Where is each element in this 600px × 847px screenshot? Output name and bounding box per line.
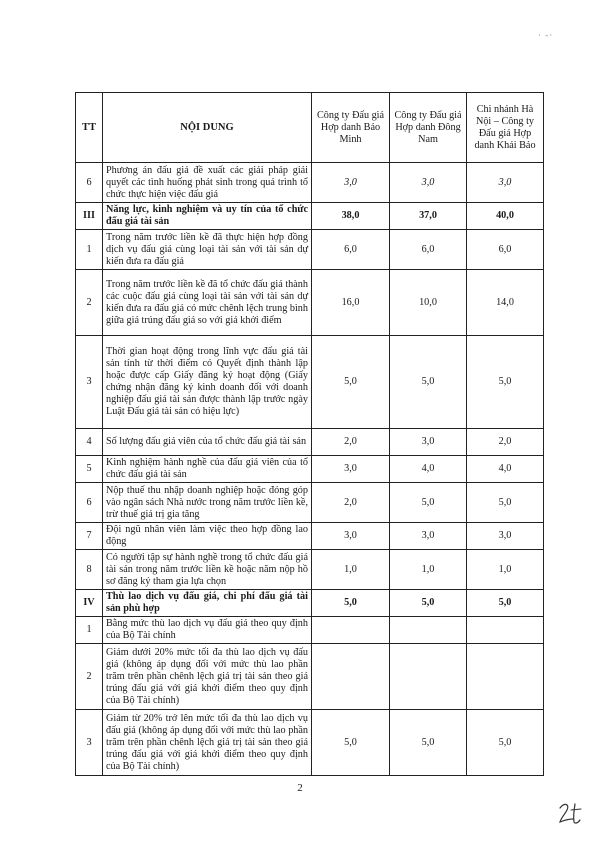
score-bao-minh: 2,0	[312, 483, 390, 523]
score-bao-minh: 1,0	[312, 550, 390, 590]
score-khai-bao: 1,0	[467, 550, 544, 590]
row-content: Số lượng đấu giá viên của tổ chức đấu giá tài sản	[103, 429, 312, 456]
header-row	[76, 93, 544, 163]
score-bao-minh: 5,0	[312, 336, 390, 429]
row-number: 6	[76, 483, 103, 523]
score-khai-bao: 3,0	[467, 163, 544, 203]
score-dong-nam: 10,0	[390, 270, 467, 336]
page-number: 2	[297, 782, 303, 794]
table-row	[76, 230, 544, 270]
score-bao-minh: 3,0	[312, 523, 390, 550]
score-khai-bao	[467, 617, 544, 644]
score-bao-minh: 3,0	[312, 456, 390, 483]
score-dong-nam: 3,0	[390, 429, 467, 456]
row-content: Nộp thuế thu nhập doanh nghiệp hoặc đóng góp vào ngân sách Nhà nước trong năm trước liền kề, trừ thuế giá trị gia tăng	[103, 483, 312, 523]
row-number: 2	[76, 270, 103, 336]
row-number: 1	[76, 617, 103, 644]
score-dong-nam: 5,0	[390, 710, 467, 776]
score-bao-minh: 2,0	[312, 429, 390, 456]
score-dong-nam: 3,0	[390, 163, 467, 203]
row-number: III	[76, 203, 103, 230]
row-number: 3	[76, 336, 103, 429]
row-content: Trong năm trước liền kề đã thực hiện hợp đồng dịch vụ đấu giá cùng loại tài sản với tài sản dự kiến đưa ra đấu giá	[103, 230, 312, 270]
row-number: 6	[76, 163, 103, 203]
score-khai-bao: 5,0	[467, 483, 544, 523]
table-body	[76, 163, 544, 776]
row-number: IV	[76, 590, 103, 617]
score-dong-nam: 6,0	[390, 230, 467, 270]
row-number: 5	[76, 456, 103, 483]
score-bao-minh: 5,0	[312, 710, 390, 776]
score-dong-nam: 4,0	[390, 456, 467, 483]
table-row	[76, 483, 544, 523]
table-row	[76, 429, 544, 456]
row-content: Bằng mức thù lao dịch vụ đấu giá theo quy định của Bộ Tài chính	[103, 617, 312, 644]
header-org-khai-bao: Chi nhánh Hà Nội – Công ty Đấu giá Hợp danh Khải Bảo	[467, 93, 544, 163]
table-row	[76, 456, 544, 483]
row-content: Thời gian hoạt động trong lĩnh vực đấu giá tài sản tính từ thời điểm có Quyết định thành lập hoặc được cấp Giấy đăng ký hoạt động (Giấy chứng nhận đăng ký kinh doanh đối với doanh nghiệp đấu giá tài sản được thành lập trước ngày Luật Đấu giá tài sản có hiệu lực)	[103, 336, 312, 429]
evaluation-table	[75, 92, 544, 776]
score-bao-minh: 38,0	[312, 203, 390, 230]
score-dong-nam: 37,0	[390, 203, 467, 230]
score-khai-bao	[467, 644, 544, 710]
table-row	[76, 336, 544, 429]
table-row	[76, 617, 544, 644]
score-bao-minh: 3,0	[312, 163, 390, 203]
row-content: Năng lực, kinh nghiệm và uy tín của tổ chức đấu giá tài sản	[103, 203, 312, 230]
score-khai-bao: 5,0	[467, 590, 544, 617]
table-row	[76, 644, 544, 710]
score-khai-bao: 14,0	[467, 270, 544, 336]
score-dong-nam: 3,0	[390, 523, 467, 550]
score-dong-nam: 5,0	[390, 483, 467, 523]
row-content: Kinh nghiệm hành nghề của đấu giá viên của tổ chức đấu giá tài sản	[103, 456, 312, 483]
row-content: Phương án đấu giá đề xuất các giải pháp giải quyết các tình huống phát sinh trong quá trình tổ chức thực hiện việc đấu giá	[103, 163, 312, 203]
scan-mark: · -·	[538, 30, 554, 40]
score-bao-minh: 5,0	[312, 590, 390, 617]
score-khai-bao: 3,0	[467, 523, 544, 550]
table-row	[76, 163, 544, 203]
row-number: 3	[76, 710, 103, 776]
header-content: NỘI DUNG	[103, 93, 312, 163]
row-content: Có người tập sự hành nghề trong tổ chức đấu giá tài sản trong năm trước liền kề hoặc năm nộp hồ sơ đăng ký tham gia lựa chọn	[103, 550, 312, 590]
row-content: Trong năm trước liền kề đã tổ chức đấu giá thành các cuộc đấu giá cùng loại tài sản với tài sản dự kiến đưa ra đấu giá có mức chênh lệch trung bình giữa giá trúng đấu giá so với giá khởi điểm	[103, 270, 312, 336]
table-row	[76, 523, 544, 550]
score-bao-minh	[312, 644, 390, 710]
row-content: Giảm dưới 20% mức tối đa thù lao dịch vụ đấu giá (không áp dụng đối với mức thù lao phần trăm trên phần chênh lệch giá trị tài sản theo giá trúng đấu giá với giá khởi điểm theo quy định của Bộ Tài chính)	[103, 644, 312, 710]
table-row	[76, 270, 544, 336]
header-org-dong-nam: Công ty Đấu giá Hợp danh Đông Nam	[390, 93, 467, 163]
score-khai-bao: 4,0	[467, 456, 544, 483]
score-dong-nam: 1,0	[390, 550, 467, 590]
row-content: Thù lao dịch vụ đấu giá, chi phí đấu giá tài sản phù hợp	[103, 590, 312, 617]
score-khai-bao: 6,0	[467, 230, 544, 270]
row-number: 4	[76, 429, 103, 456]
row-number: 2	[76, 644, 103, 710]
row-content: Giảm từ 20% trở lên mức tối đa thù lao dịch vụ đấu giá (không áp dụng đối với mức thù lao phần trăm trên phần chênh lệch giá trị tài sản theo giá trúng đấu giá với giá khởi điểm theo quy định của Bộ Tài chính)	[103, 710, 312, 776]
score-dong-nam: 5,0	[390, 336, 467, 429]
table-row	[76, 203, 544, 230]
score-bao-minh	[312, 617, 390, 644]
score-khai-bao: 5,0	[467, 336, 544, 429]
score-khai-bao: 2,0	[467, 429, 544, 456]
signature-initials-icon	[556, 798, 586, 830]
row-number: 7	[76, 523, 103, 550]
score-dong-nam	[390, 617, 467, 644]
header-tt: TT	[76, 93, 103, 163]
score-khai-bao: 40,0	[467, 203, 544, 230]
table-row	[76, 710, 544, 776]
table-row	[76, 590, 544, 617]
score-bao-minh: 6,0	[312, 230, 390, 270]
row-number: 8	[76, 550, 103, 590]
score-bao-minh: 16,0	[312, 270, 390, 336]
row-content: Đội ngũ nhân viên làm việc theo hợp đồng lao động	[103, 523, 312, 550]
score-khai-bao: 5,0	[467, 710, 544, 776]
score-dong-nam	[390, 644, 467, 710]
table-row	[76, 550, 544, 590]
row-number: 1	[76, 230, 103, 270]
score-dong-nam: 5,0	[390, 590, 467, 617]
header-org-bao-minh: Công ty Đấu giá Hợp danh Bảo Minh	[312, 93, 390, 163]
